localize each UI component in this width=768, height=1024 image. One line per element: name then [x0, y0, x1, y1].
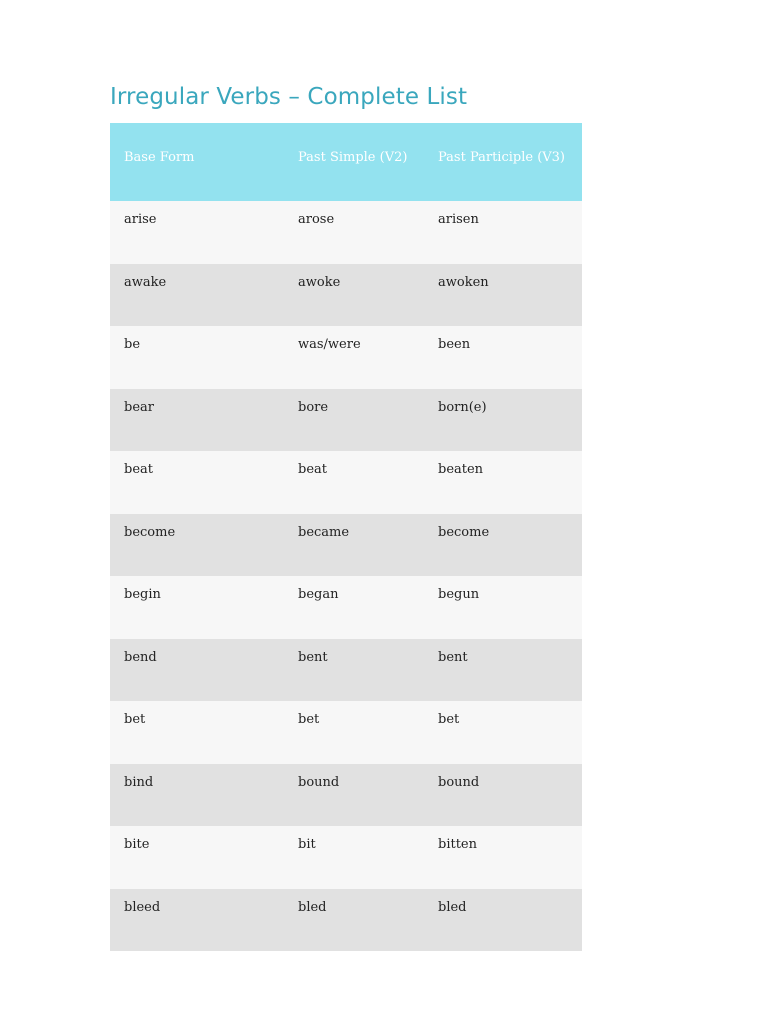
table-row [110, 514, 582, 577]
table-row [110, 639, 582, 702]
past-participle-cell: bitten [424, 826, 582, 889]
base-form-cell: bet [110, 701, 284, 764]
table-row [110, 576, 582, 639]
past-simple-cell: bet [284, 701, 424, 764]
past-participle-cell: beaten [424, 451, 582, 514]
past-participle-cell: born(e) [424, 389, 582, 452]
base-form-cell: bend [110, 639, 284, 702]
past-simple-cell: was/were [284, 326, 424, 389]
past-simple-cell: bore [284, 389, 424, 452]
table-body [110, 201, 582, 951]
past-simple-cell: bit [284, 826, 424, 889]
base-form-cell: bear [110, 389, 284, 452]
table-row [110, 826, 582, 889]
past-simple-cell: bound [284, 764, 424, 827]
irregular-verbs-table [110, 123, 582, 951]
base-form-cell: arise [110, 201, 284, 264]
table-row [110, 389, 582, 452]
past-simple-cell: became [284, 514, 424, 577]
past-participle-cell: bound [424, 764, 582, 827]
header-base-form: Base Form [110, 123, 284, 201]
base-form-cell: bind [110, 764, 284, 827]
past-participle-cell: begun [424, 576, 582, 639]
past-participle-cell: bled [424, 889, 582, 952]
base-form-cell: be [110, 326, 284, 389]
past-simple-cell: began [284, 576, 424, 639]
table-row [110, 451, 582, 514]
table-row [110, 201, 582, 264]
table-header [110, 123, 582, 201]
base-form-cell: bite [110, 826, 284, 889]
table-row [110, 764, 582, 827]
past-participle-cell: become [424, 514, 582, 577]
table-row [110, 701, 582, 764]
past-simple-cell: awoke [284, 264, 424, 327]
past-participle-cell: been [424, 326, 582, 389]
header-past-simple: Past Simple (V2) [284, 123, 424, 201]
base-form-cell: become [110, 514, 284, 577]
table-row [110, 264, 582, 327]
past-simple-cell: beat [284, 451, 424, 514]
base-form-cell: beat [110, 451, 284, 514]
past-simple-cell: arose [284, 201, 424, 264]
past-participle-cell: awoken [424, 264, 582, 327]
base-form-cell: bleed [110, 889, 284, 952]
base-form-cell: begin [110, 576, 284, 639]
page-title: Irregular Verbs – Complete List [110, 84, 468, 110]
past-participle-cell: arisen [424, 201, 582, 264]
past-participle-cell: bet [424, 701, 582, 764]
past-participle-cell: bent [424, 639, 582, 702]
past-simple-cell: bled [284, 889, 424, 952]
header-past-participle: Past Participle (V3) [424, 123, 582, 201]
past-simple-cell: bent [284, 639, 424, 702]
table-row [110, 889, 582, 952]
table-row [110, 326, 582, 389]
base-form-cell: awake [110, 264, 284, 327]
header-row [110, 123, 582, 201]
